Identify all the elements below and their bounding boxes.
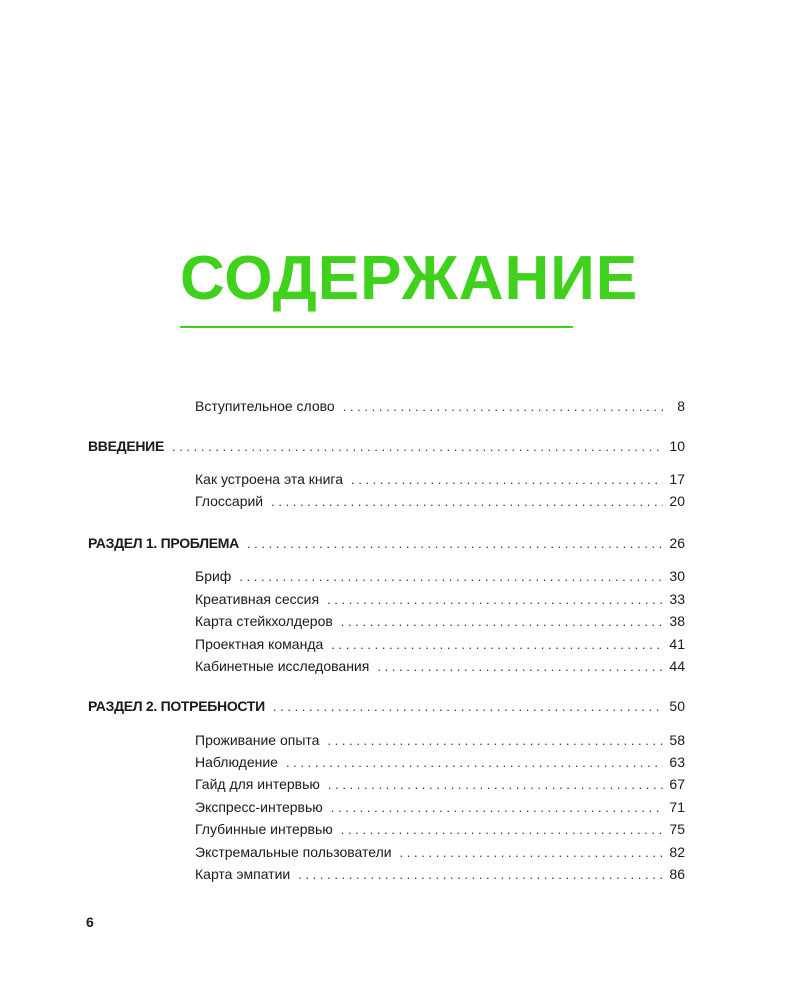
dot-leader <box>328 777 663 792</box>
dot-leader <box>331 800 663 815</box>
toc-entry-page: 41 <box>669 636 685 652</box>
toc-entry-page: 8 <box>677 398 685 414</box>
title-underline <box>180 326 573 328</box>
toc-entry-creative-session <box>195 591 685 611</box>
toc-entry-stakeholder-map <box>195 613 685 633</box>
dot-leader <box>239 569 663 584</box>
toc-entry-empathy-map <box>195 866 685 886</box>
dot-leader <box>172 439 663 454</box>
toc-entry-page: 44 <box>669 658 685 674</box>
toc-entry-label: РАЗДЕЛ 2. ПОТРЕБНОСТИ <box>88 698 265 714</box>
page-title: СОДЕРЖАНИЕ <box>180 244 639 313</box>
dot-leader <box>351 472 663 487</box>
toc-entry-label: Кабинетные исследования <box>195 658 370 674</box>
toc-entry-page: 26 <box>669 535 685 551</box>
toc-entry-label: Как устроена эта книга <box>195 471 344 487</box>
toc-entry-label: Глоссарий <box>195 493 264 509</box>
dot-leader <box>341 822 663 837</box>
toc-entry-page: 17 <box>669 471 685 487</box>
toc-entry-living-experience <box>195 732 685 752</box>
dot-leader <box>327 733 663 748</box>
toc-entry-label: ВВЕДЕНИЕ <box>88 438 164 454</box>
dot-leader <box>286 755 663 770</box>
toc-entry-page: 33 <box>669 591 685 607</box>
dot-leader <box>400 845 663 860</box>
toc-entry-page: 38 <box>669 613 685 629</box>
toc-entry-observation <box>195 754 685 774</box>
toc-entry-page: 82 <box>669 844 685 860</box>
toc-entry-page: 75 <box>669 821 685 837</box>
toc-entry-page: 71 <box>669 799 685 815</box>
toc-entry-how-book-works <box>195 471 685 491</box>
toc-entry-page: 63 <box>669 754 685 770</box>
toc-entry-label: Экспресс-интервью <box>195 799 323 815</box>
toc-entry-label: Проживание опыта <box>195 732 320 748</box>
dot-leader <box>273 699 663 714</box>
toc-entry-label: Карта стейкхолдеров <box>195 613 333 629</box>
dot-leader <box>271 494 663 509</box>
toc-entry-page: 67 <box>669 776 685 792</box>
toc-entry-interview-guide <box>195 776 685 796</box>
toc-entry-page: 20 <box>669 493 685 509</box>
toc-entry-label: Бриф <box>195 568 232 584</box>
toc-entry-label: Карта эмпатии <box>195 866 291 882</box>
toc-entry-page: 30 <box>669 568 685 584</box>
toc-entry-label: Проектная команда <box>195 636 324 652</box>
toc-entry-project-team <box>195 636 685 656</box>
dot-leader <box>341 614 663 629</box>
toc-entry-label: РАЗДЕЛ 1. ПРОБЛЕМА <box>88 535 239 551</box>
toc-entry-extreme-users <box>195 844 685 864</box>
dot-leader <box>298 867 663 882</box>
toc-entry-section-1 <box>88 535 685 555</box>
toc-entry-page: 58 <box>669 732 685 748</box>
toc-entry-label: Экстремальные пользователи <box>195 844 392 860</box>
toc-entry-desk-research <box>195 658 685 678</box>
toc-entry-page: 86 <box>669 866 685 882</box>
toc-entry-page: 10 <box>669 438 685 454</box>
toc-entry-label: Наблюдение <box>195 754 278 770</box>
toc-entry-in-depth-interviews <box>195 821 685 841</box>
toc-entry-express-interview <box>195 799 685 819</box>
toc-entry-foreword <box>195 398 685 418</box>
toc-entry-label: Вступительное слово <box>195 398 335 414</box>
dot-leader <box>377 659 663 674</box>
toc-entry-introduction <box>88 438 685 458</box>
toc-entry-section-2 <box>88 698 685 718</box>
toc-entry-brief <box>195 568 685 588</box>
dot-leader <box>247 536 663 551</box>
dot-leader <box>331 637 663 652</box>
toc-entry-label: Креативная сессия <box>195 591 320 607</box>
dot-leader <box>343 399 663 414</box>
toc-entry-label: Глубинные интервью <box>195 821 333 837</box>
toc-entry-page: 50 <box>669 698 685 714</box>
page-number: 6 <box>86 914 94 930</box>
toc-entry-label: Гайд для интервью <box>195 776 320 792</box>
dot-leader <box>327 592 663 607</box>
toc-entry-glossary <box>195 493 685 513</box>
